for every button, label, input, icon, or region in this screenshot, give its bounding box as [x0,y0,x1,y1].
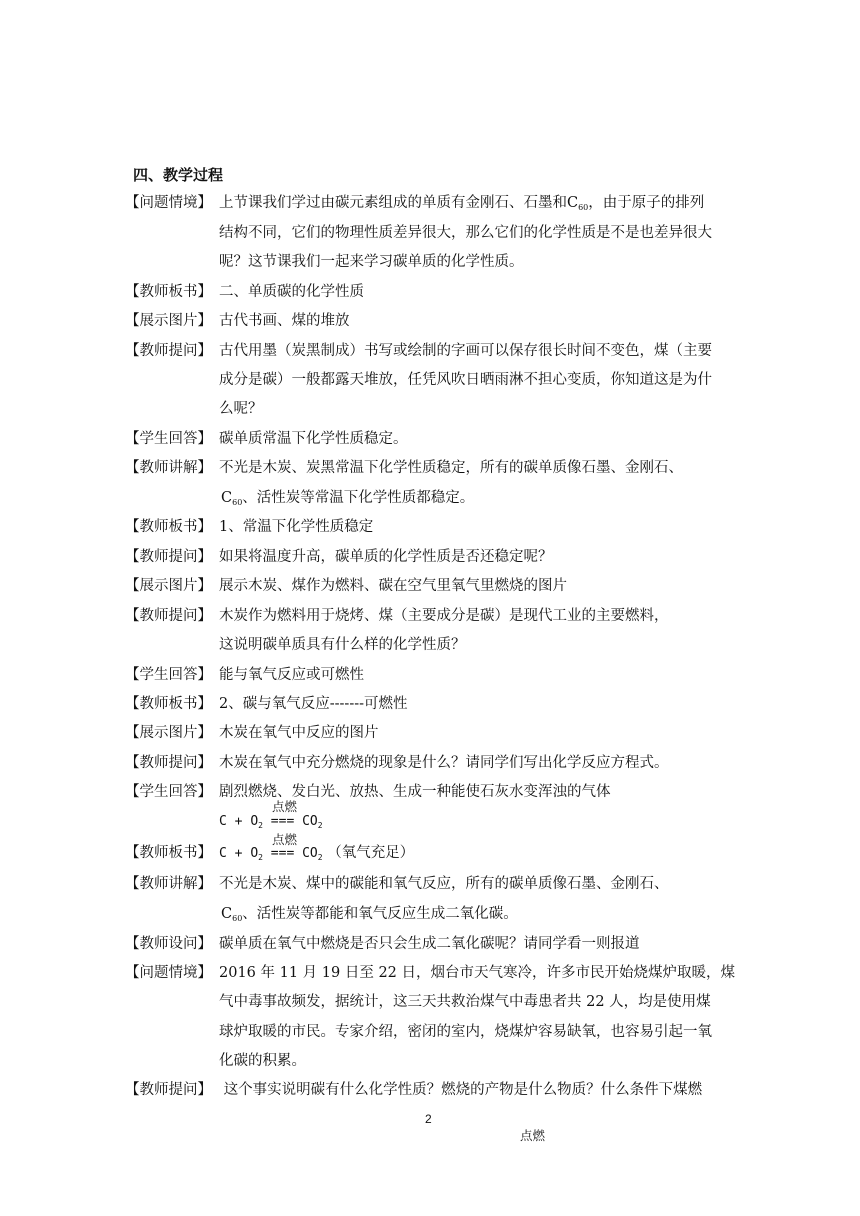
page-number: 2 [425,1112,432,1126]
row-text: 不光是木炭、炭黑常温下化学性质稳定，所有的碳单质像石墨、金刚石、 [219,460,683,476]
row-text: 剧烈燃烧、发白光、放热、生成一种能使石灰水变浑浊的气体 [219,784,611,800]
row-text: 、活性炭等常温下化学性质都稳定。 [242,490,475,506]
row-text: 么呢？ [219,401,263,417]
row-teacher-question [125,547,553,567]
row-tag: 【问题情境】 [125,965,212,981]
row-teacher-question [125,341,712,361]
row-tag: 【教师讲解】 [125,876,212,892]
row-teacher-question [125,1080,702,1100]
row-teacher-board [125,282,364,302]
row-teacher-question [125,606,669,626]
row-text: 2016 年 11 月 19 日至 22 日，烟台市天气寒冷，许多市民开始烧煤炉取暖，煤 [219,965,736,981]
formula-co2: $CO_2$ [302,814,323,830]
formula-c: C [221,906,233,922]
row-text: ，由于原子的排列 [588,195,705,211]
row-show-image [125,576,567,596]
formula-o2: $O_2$ [250,814,263,830]
row-teacher-board [125,694,408,714]
row-teacher-ask [125,934,640,954]
row-text: 碳单质在氧气中燃烧是否只会生成二氧化碳呢？请同学看一则报道 [219,936,640,952]
subscript: 60 [232,914,243,923]
row-tag: 【教师板书】 [125,696,212,712]
row-tag: 【展示图片】 [125,578,212,594]
row-show-image [125,723,379,743]
section-heading: 四、教学过程 [133,166,224,184]
row-problem-context [125,193,704,218]
row-text: 古代书画、煤的堆放 [219,313,350,329]
row-teacher-explain [125,874,669,894]
row-problem-context [125,963,735,983]
row-teacher-explain [125,458,683,478]
row-text: 木炭在氧气中反应的图片 [219,725,379,741]
row-text: 木炭在氧气中充分燃烧的现象是什么？请同学们写出化学反应方程式。 [219,755,669,771]
row-text: 不光是木炭、煤中的碳能和氧气反应，所有的碳单质像石墨、金刚石、 [219,876,669,892]
row-text: 化碳的积累。 [219,1053,306,1069]
row-teacher-board [125,843,414,868]
equation-arrow: === [270,814,295,829]
row-text: 这个事实说明碳有什么化学性质？燃烧的产物是什么物质？什么条件下煤燃 [219,1082,703,1098]
row-show-image [125,311,350,331]
row-text: 木炭作为燃料用于烧烤、煤（主要成分是碳）是现代工业的主要燃料， [219,608,669,624]
chemical-equation [219,814,323,830]
chemical-equation: $C + O_2$ === $CO_2$ [219,846,323,862]
row-tag: 【教师板书】 [125,519,212,535]
row-text: 呢？这节课我们一起来学习碳单质的化学性质。 [219,254,524,270]
row-tag: 【展示图片】 [125,725,212,741]
row-text: 二、单质碳的化学性质 [219,284,364,300]
row-text [221,488,474,513]
row-tag: 【教师提问】 [125,755,212,771]
row-teacher-board [125,517,373,537]
row-tag: 【问题情境】 [125,195,212,211]
row-text: 能与氧气反应或可燃性 [219,667,364,683]
row-student-answer [125,782,611,802]
row-text: 碳单质常温下化学性质稳定。 [219,431,408,447]
row-tag: 【学生回答】 [125,431,212,447]
row-text [221,904,518,929]
row-tag: 【教师提问】 [125,608,212,624]
reaction-condition: 点燃 [272,832,298,847]
row-tag: 【学生回答】 [125,784,212,800]
row-text: （氧气充足） [327,845,415,861]
row-text: 上节课我们学过由碳元素组成的单质有金刚石、石墨和C [219,195,579,211]
row-student-answer [125,429,408,449]
row-tag: 【教师板书】 [125,845,212,861]
formula-c: C [219,814,227,829]
row-tag: 【学生回答】 [125,667,212,683]
row-tag: 【教师提问】 [125,1082,212,1098]
subscript: 60 [232,498,243,507]
row-tag: 【展示图片】 [125,313,212,329]
row-text: 结构不同，它们的物理性质差异很大，那么它们的化学性质是不是也差异很大 [219,225,712,241]
row-teacher-question [125,753,669,773]
row-text: 1、常温下化学性质稳定 [219,519,374,535]
row-tag: 【教师设问】 [125,936,212,952]
reaction-condition: 点燃 [272,799,298,814]
row-tag: 【教师板书】 [125,284,212,300]
formula-c: C [221,490,233,506]
row-text: 气中毒事故频发，据统计，这三天共救治煤气中毒患者共 22 人，均是使用煤 [219,994,711,1010]
row-text: 球炉取暖的市民。专家介绍，密闭的室内，烧煤炉容易缺氧，也容易引起一氧 [219,1024,712,1040]
row-text: 这说明碳单质具有什么样的化学性质？ [219,637,466,653]
row-text: 如果将温度升高，碳单质的化学性质是否还稳定呢？ [219,549,553,565]
row-text: 古代用墨（炭黑制成）书写或绘制的字画可以保存很长时间不变色，煤（主要 [219,343,712,359]
row-tag: 【教师提问】 [125,343,212,359]
row-text: 成分是碳）一般都露天堆放，任凭风吹日晒雨淋不担心变质，你知道这是为什 [219,372,712,388]
row-student-answer [125,665,364,685]
plus-sign: + [234,814,243,829]
subscript: 60 [578,203,589,212]
row-text: 、活性炭等都能和氧气反应生成二氧化碳。 [242,906,518,922]
row-tag: 【教师讲解】 [125,460,212,476]
row-text: 2、碳与氧气反应-------可燃性 [219,696,408,712]
row-text: 展示木炭、煤作为燃料、碳在空气里氧气里燃烧的图片 [219,578,567,594]
row-tag: 【教师提问】 [125,549,212,565]
footer-condition: 点燃 [520,1128,546,1143]
